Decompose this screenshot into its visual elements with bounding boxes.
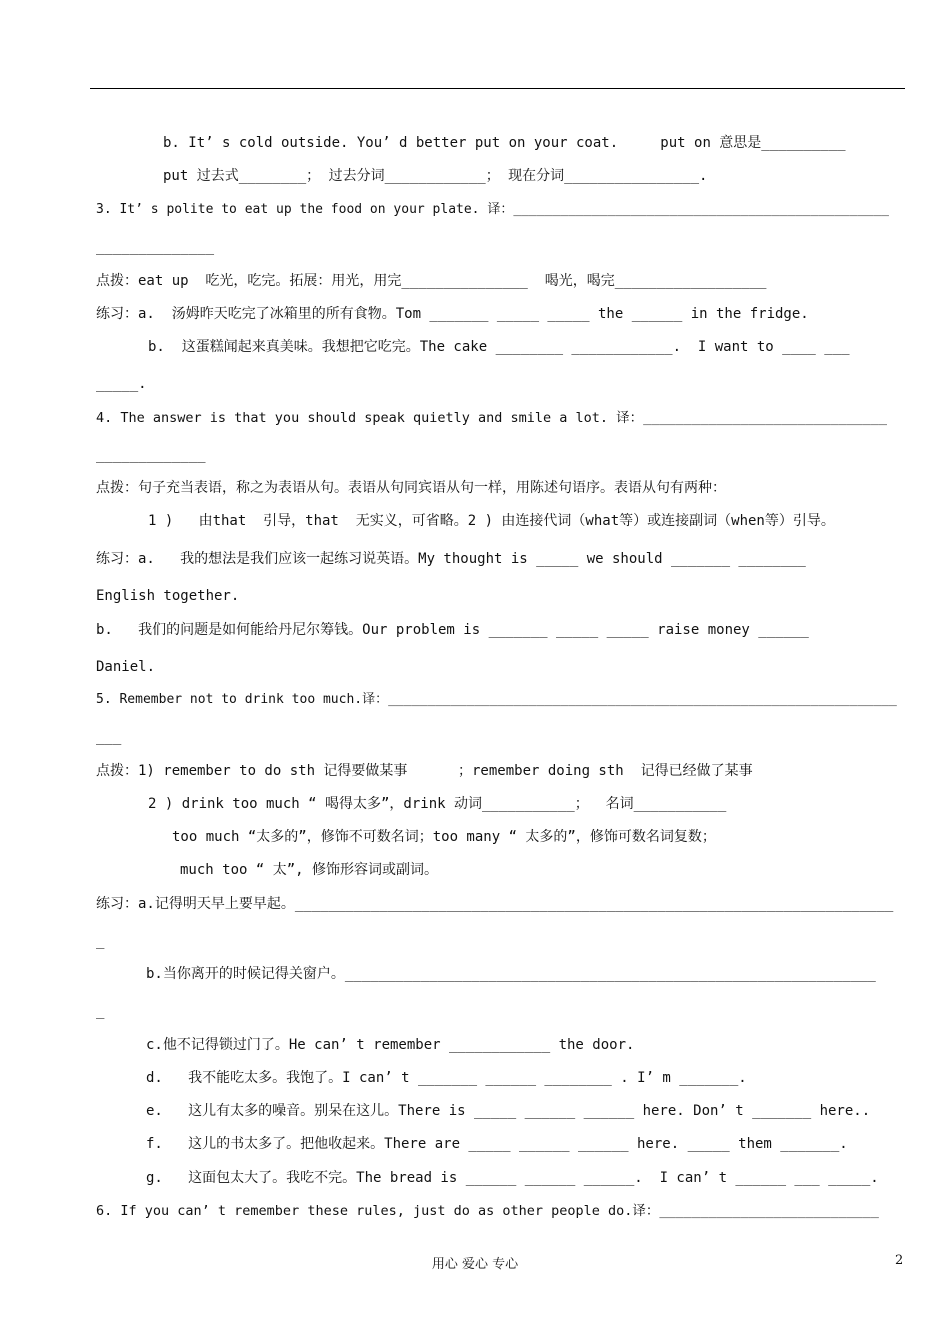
text-line: _____________ [96, 447, 206, 463]
text-line: put 过去式________； 过去分词____________； 现在分词________________. [163, 168, 708, 184]
text-line: _____. [96, 376, 147, 392]
text-line: 3. It’ s polite to eat up the food on your plate. 译：________________________________________________ [96, 202, 890, 217]
text-line: 点拨：句子充当表语，称之为表语从句。表语从句同宾语从句一样，用陈述句语序。表语从句有两种： [96, 480, 726, 496]
text-line: b. 我们的问题是如何能给丹尼尔筹钱。Our problem is _______ _____ _____ raise money ______ [96, 622, 809, 638]
page-footer: 用心 爱心 专心 [431, 1257, 519, 1272]
text-line: Daniel. [96, 659, 156, 675]
header-rule [90, 88, 905, 89]
text-line: 5. Remember not to drink too much.译：_________________________________________________________________ [96, 692, 897, 707]
text-line: ___ [96, 729, 122, 745]
text-line: b. It’ s cold outside. You’ d better put on your coat. put on 意思是__________ [163, 135, 846, 151]
text-line: 点拨：1) remember to do sth 记得要做某事 ；remember doing sth 记得已经做了某事 [96, 763, 753, 779]
text-line: b.当你离开的时候记得关窗户。_______________________________________________________________ [146, 966, 876, 982]
text-line: _ [96, 933, 105, 949]
text-line: _ [96, 1003, 105, 1019]
text-line: 练习：a.记得明天早上要早起。_______________________________________________________________________ [96, 896, 894, 912]
page-number: 2 [895, 1253, 904, 1268]
text-line: English together. [96, 588, 240, 604]
text-line: 4. The answer is that you should speak quietly and smile a lot. 译：______________________________ [96, 410, 888, 426]
text-line: 点拨：eat up 吃光，吃完。拓展：用光，用完_______________ 喝光，喝完__________________ [96, 273, 767, 289]
text-line: ______________ [96, 239, 215, 255]
text-line: b. 这蛋糕闻起来真美味。我想把它吃完。The cake ________ ____________. I want to ____ ___ [148, 339, 850, 355]
text-line: g. 这面包太大了。我吃不完。The bread is ______ ______ ______. I can’ t ______ ___ _____. [146, 1170, 879, 1186]
text-line: 练习：a. 汤姆昨天吃完了冰箱里的所有食物。Tom _______ _____ _____ the ______ in the fridge. [96, 306, 809, 322]
text-line: d. 我不能吃太多。我饱了。I can’ t _______ ______ ________ . I’ m _______. [146, 1070, 747, 1086]
text-line: too much “太多的”，修饰不可数名词；too many “ 太多的”，修饰可数名词复数； [172, 829, 716, 845]
text-line: 练习：a. 我的想法是我们应该一起练习说英语。My thought is _____ we should _______ ________ [96, 551, 806, 567]
text-line: 1 ) 由that 引导，that 无实义，可省略。2 ) 由连接代词（what等）或连接副词（when等）引导。 [148, 513, 835, 529]
text-line: 6. If you can’ t remember these rules, just do as other people do.译：___________________________ [96, 1203, 879, 1219]
text-line: c.他不记得锁过门了。He can’ t remember ____________ the door. [146, 1037, 635, 1053]
text-line: f. 这儿的书太多了。把他收起来。There are _____ ______ ______ here. _____ them _______. [146, 1136, 848, 1152]
text-line: 2 ) drink too much “ 喝得太多”，drink 动词___________； 名词___________ [148, 796, 727, 812]
text-line: e. 这儿有太多的噪音。别呆在这儿。There is _____ ______ ______ here. Don’ t _______ here.. [146, 1103, 871, 1119]
text-line: much too “ 太”, 修饰形容词或副词。 [180, 862, 439, 878]
